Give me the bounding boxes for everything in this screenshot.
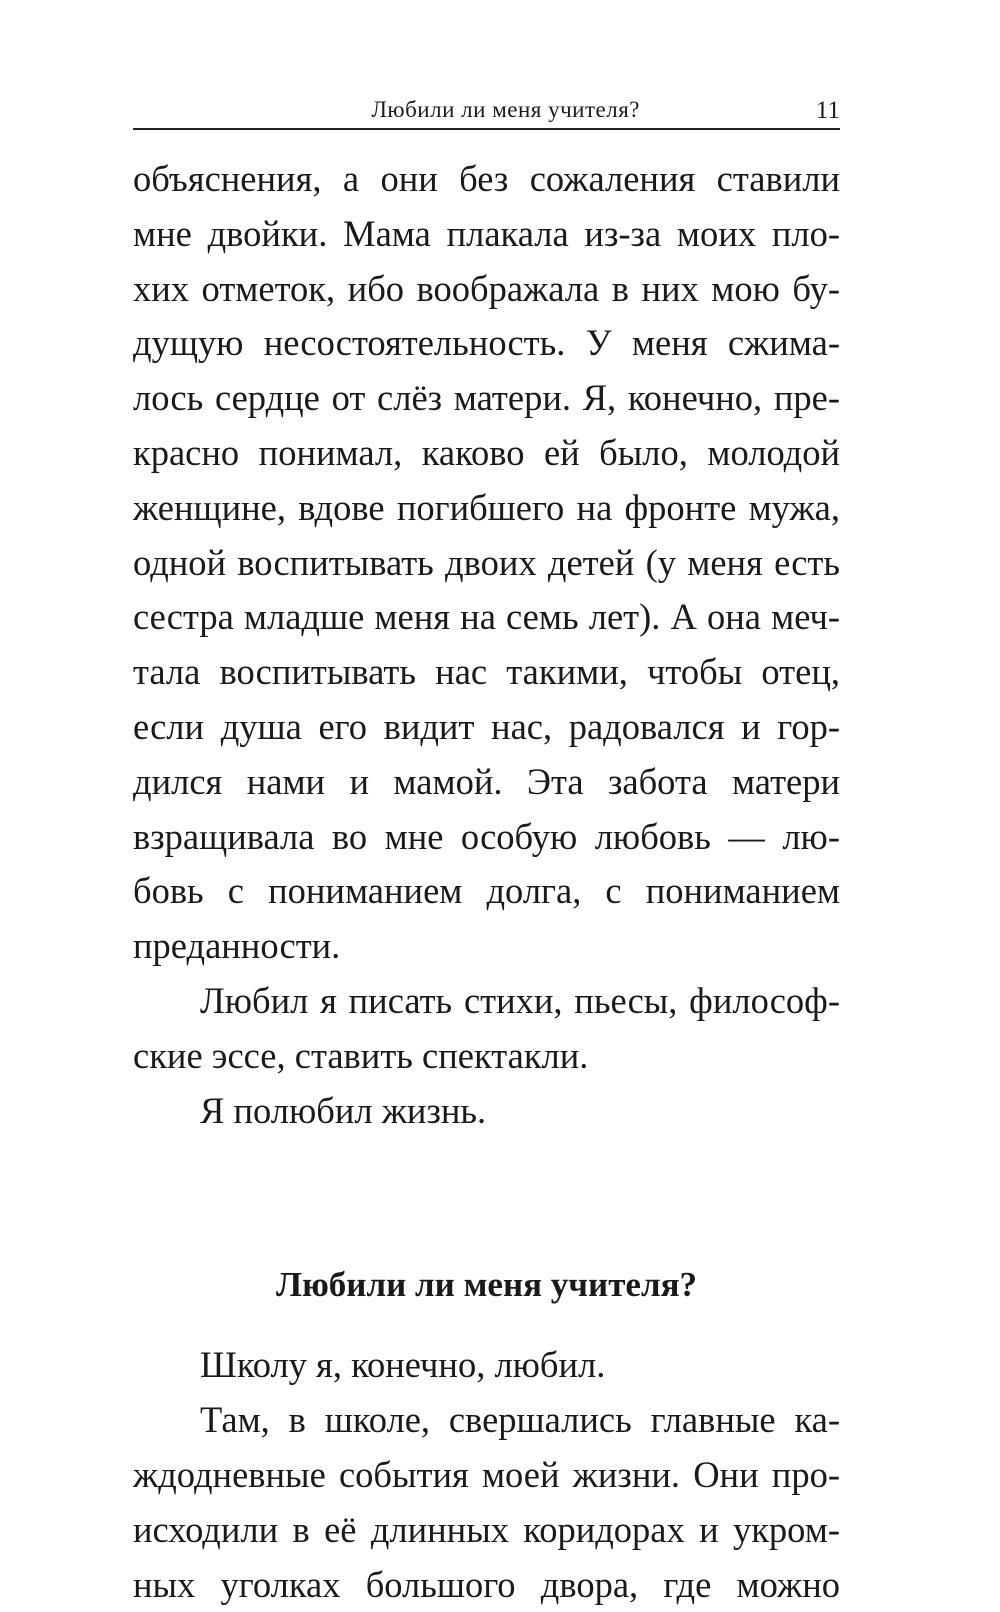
text-line: лось сердце от слёз матери. Я, конечно, пре- [133, 377, 840, 419]
text-line: одной воспитывать двоих детей (у меня есть [133, 541, 840, 583]
text-line: преданности. [133, 925, 341, 967]
text-line: тала воспитывать нас такими, чтобы отец, [133, 651, 840, 693]
text-line: Школу я, конечно, любил. [200, 1344, 606, 1386]
text-line: Любил я писать стихи, пьесы, философ- [200, 979, 840, 1021]
text-line: хих отметок, ибо воображала в них мою бу- [133, 267, 840, 309]
text-line: красно понимал, каково ей было, молодой [133, 431, 840, 473]
section-heading: Любили ли меня учителя? [275, 1265, 698, 1305]
section-spacer [133, 1138, 840, 1258]
text-line: женщине, вдове погибшего на фронте мужа, [133, 486, 840, 528]
text-line: ждодневные события моей жизни. Они про- [133, 1453, 840, 1495]
text-line: ские эссе, ставить спектакли. [133, 1034, 589, 1076]
text-line: мне двойки. Мама плакала из-за моих пло- [133, 212, 840, 254]
text-line: взращивала во мне особую любовь — лю- [133, 815, 840, 857]
text-line: если душа его видит нас, радовался и гор- [133, 705, 840, 747]
text-line: дился нами и мамой. Эта забота матери [133, 760, 840, 802]
text-line: сестра младше меня на семь лет). А она меч- [133, 596, 840, 638]
book-page [133, 88, 840, 1612]
text-line: Я полюбил жизнь. [200, 1089, 487, 1131]
text-line: бовь с пониманием долга, с пониманием [133, 870, 840, 912]
text-line: ных уголках большого двора, где можно [133, 1563, 840, 1605]
text-line: Там, в школе, свершались главные ка- [200, 1399, 840, 1441]
running-header [133, 88, 840, 130]
body-text [133, 152, 840, 1612]
text-line: исходили в её длинных коридорах и укром- [133, 1508, 840, 1550]
text-line: дущую несостоятельность. У меня сжима- [133, 322, 840, 364]
text-line: объяснения, а они без сожаления ставили [133, 158, 840, 199]
page-number: 11 [815, 97, 840, 124]
running-title: Любили ли меня учителя? [371, 97, 640, 122]
heading-spacer [133, 1312, 840, 1338]
